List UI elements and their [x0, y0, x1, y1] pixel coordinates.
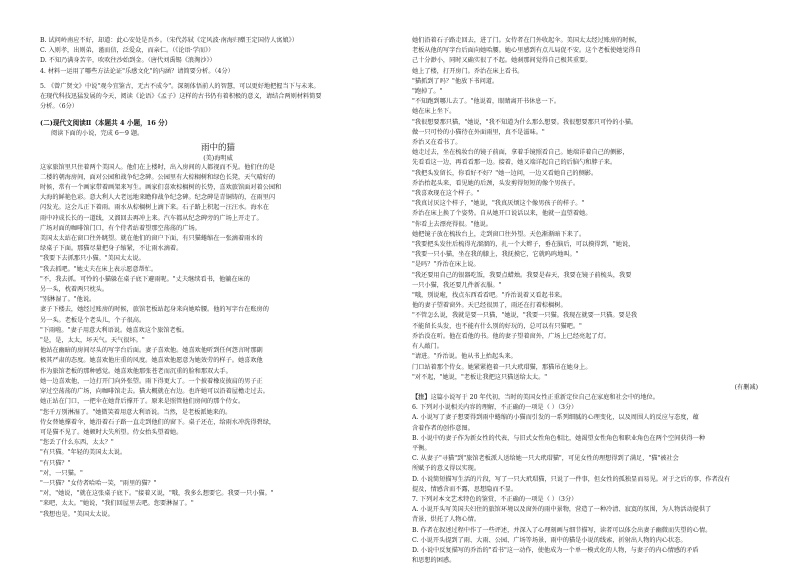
- story-line: 作为旅馆老板的那种感觉。她喜欢他那张苍老而沉重的脸和那双大手。: [40, 367, 232, 375]
- story-line: "一只猫？"女侍者哈哈一笑，"雨里的猫？": [40, 479, 157, 487]
- story-line: 乔治又在看书了。: [412, 139, 462, 147]
- question-5: [40, 82, 396, 113]
- story-line: "对，一只猫。": [40, 469, 83, 477]
- story-line: "我还要用自己的银器吃饭，我要点蜡烛。我要是春天，我要在镜子前梳头，我要: [412, 271, 632, 279]
- story-line: "来吧，太太。"她说，"我们回屋里去吧。您要淋湿了。": [40, 500, 194, 508]
- story-line: 广场对面的咖啡馆门口，有个侍者站着望那空荡荡的广场。: [40, 224, 201, 232]
- story-line: 绿桌子下面。那猫尽量把身子缩紧，不让雨水滴着。: [40, 245, 183, 253]
- option-line: B. 试问岭南应不好，却道：此心安处是吾乡。（宋代苏轼《定风波·南海归赠王定国侍人寓娘》）: [40, 37, 298, 44]
- story-line: 他站在幽暗的房间尽头的写字台后面。妻子喜欢他。她喜欢他听到任何怨言时那副: [40, 347, 263, 355]
- story-text-continued: [412, 36, 764, 383]
- question-line: 在现代科技迅猛发展的今天，阅读《论语》《孟子》这样的古书仍有着积极的意义，请结合两则材料简要: [40, 93, 322, 101]
- story-line: 做一只可怜的小猫待在外面雨里，真不是滋味。": [412, 128, 545, 136]
- question-line: 和思想的困惑。: [412, 557, 456, 565]
- question-line: C. 小说开头提到了雨、大雨、公园、广场等场景，雨中的猫是小说的线索，折射出人物的内心状态。: [412, 536, 687, 544]
- story-author: (美)海明威: [203, 154, 233, 162]
- note-label: 【注】: [412, 393, 431, 401]
- story-line: "你看上去漂亮得很。"他说。: [412, 220, 492, 228]
- story-line: 可是猫不见了。她顿时大失所望。侍女抬头望着她。: [40, 428, 183, 436]
- story-line: "请进。"乔治说。他从书上抬起头来。: [412, 353, 517, 361]
- story-line: 穿过空荡荡的广场，向咖啡馆走去。猫大概就在右边。也许她可以沿着屋檐走过去。: [40, 388, 269, 396]
- story-line: "不，我去抓。可怜的小猫躲在桌子底下避雨呢。"丈夫继续看书，他躺在床的: [40, 275, 250, 283]
- story-line: 她在床上坐下。: [412, 108, 456, 116]
- story-line: 二楼的朝海房间，面对公园和战争纪念碑。公园里有大棕榈树和绿色长凳，天气晴好的: [40, 173, 276, 181]
- story-line: "猫抓到了吗？"他放下书问道。: [412, 77, 499, 85]
- reading-instruction: 阅读下面的小说，完成 6～9 题。: [51, 130, 144, 138]
- question-line: 5. 《曾广贤文》中说"观今宜鉴古，无古不成今"。深刻体悟前人的智慧，可以更好地把握当下与未来。: [40, 82, 320, 90]
- question-line: B. 小说中的妻子作为新女性的代表，与旧式女性角色相比，她渴望女性角色和职业角色在两个空间获得一种: [412, 434, 706, 442]
- story-line: 老板从他的写字台后面向她哈腰。她心里感到有点儿局促不安。这个老板使她觉得自: [412, 47, 641, 55]
- story-line: 乔治没在听。他在看他的书。他的妻子望着窗外，广场上已经亮起了灯。: [412, 332, 610, 340]
- story-line: 她一边喜欢他，一边打开门向外张望。雨下得更大了。一个披着橡皮披肩的男子正: [40, 377, 263, 385]
- question-line: 所赋予的意义得以实现。: [412, 465, 481, 473]
- story-line: "哦，别说啦，找点东西看看吧。"乔治说着又看起书来。: [412, 292, 567, 300]
- source-note: (有删减): [734, 383, 758, 391]
- section-title: (二)现代文阅读Ⅱ（本题共 4 小题，16 分）: [40, 119, 172, 128]
- story-line: 极其严肃的态度。她喜欢他庄重的风度。她喜欢他愿意为她效劳的样子。她喜欢他: [40, 357, 263, 365]
- question-line: 分析。（6分）: [40, 103, 78, 111]
- story-line: "我想也是。"美国太太说。: [40, 510, 114, 518]
- right-column: [412, 36, 764, 566]
- story-line: 妻子下楼去，她经过账房的时候，旅馆老板站起身来向她哈腰。他的写字台在账房的: [40, 306, 269, 314]
- note-heading: [412, 393, 764, 403]
- story-line: 己十分渺小，同时又确实很了不起。她刹那间觉得自己极其重要。: [412, 57, 592, 65]
- story-line: 先看看这一边，再看看那一边。接着，她又端详起自己的后脑勺和脖子来。: [412, 159, 617, 167]
- story-line: "对不起，"她说，"老板让我把这只猫送给太太。": [412, 373, 548, 381]
- left-column: [40, 36, 396, 520]
- story-line: "我真讨厌这个样子，"她说，"我真厌烦这个像男孩子的样子。": [412, 200, 585, 208]
- story-title: 雨中的猫: [200, 142, 235, 153]
- question-line: D. 小说简短描写生活的片段，写了一只大玳瑁猫，只说了一件事，但女性的孤独显而易见。对于之后的事，作者没有: [412, 475, 731, 483]
- question-line: C. 从妻子"寻猫"到"旅馆老板派人送给她一只大玳瑁猫"，可见女性的理想得到了满足，"猫"被社会: [412, 455, 679, 463]
- story-line: 她们沿着石子路走回去，进了门。女侍者在门外收起伞。美国太太经过账房的时候，: [412, 37, 641, 44]
- story-line: "跑掉了。": [412, 88, 443, 96]
- story-line: "我要下去抓那只小猫。"美国太太说。: [40, 255, 145, 263]
- option-line: D. 不知乃满身苦辛，吹吹往沙始到金。（唐代刘禹锡《浪淘沙》）: [40, 57, 216, 65]
- story-line: 有人敲门。: [412, 343, 443, 351]
- story-line: "我把头发留长，你看好不好？"她一边问，一边又看她自己的侧影。: [412, 169, 598, 177]
- story-line: "有只猫？": [40, 459, 71, 467]
- story-line: "我要一只小猫，坐在我的膝上，我抚摸它，它就呜呜地叫。": [412, 251, 579, 259]
- story-line: "我去抓吧。"她丈夫在床上表示愿意帮忙。: [40, 265, 158, 273]
- story-line: 她正站在门口，一把伞在她背后撑开了。原来是照管他们房间的那个侍女。: [40, 398, 245, 406]
- story-line: 不能留长头发，也不能有什么别的好玩的，总可以有只猫吧。": [412, 322, 582, 330]
- question-line: B. 作者在叙述过程中作了一些评述，并深入了心理刻画与细节描写，读者可以体会出妻子幽微而失望的心情。: [412, 526, 712, 534]
- story-line: 雨中冲成长长的一道线，又溜回去再冲上来。汽车都从纪念碑旁的广场上开走了。: [40, 214, 263, 222]
- story-line: "不知跑到哪儿去了。"他说着，眼睛离开书休息一下。: [412, 98, 561, 106]
- story-line: 大海的鲜艳色彩。意大利人大老远地来瞻仰战争纪念碑。纪念碑是青铜铸的，在雨里闪: [40, 194, 276, 202]
- story-line: "我很想要那只猫，"她说，"我不知道为什么那么想要。我很想要那只可怜的小猫。: [412, 118, 638, 126]
- story-line: 她把镜子放在梳妆台上，走到窗口往外望。天色渐渐暗下来了。: [412, 230, 586, 238]
- question-line: A. 小说开头写美国夫妇住的旅馆环境以及窗外的雨中景物，营造了一种冷清、寂寞的氛围，为人物活动提供了: [412, 506, 712, 514]
- story-line: 他的妻子望着窗外。天已经很黑了，雨还在打着棕榈树。: [412, 302, 567, 310]
- story-line: "下雨啦。"妻子用意大利语说。她喜欢这个旅馆老板。: [40, 326, 189, 334]
- question-4: 4. 材料一运用了哪些方法论证"乐感文化"的内涵？请简要分析。（4分）: [40, 67, 234, 75]
- story-line: "您丢了什么东西，太太？": [40, 439, 114, 447]
- story-line: "您千万别淋湿了。"她微笑着用意大利语说。当然，是老板派她来的。: [40, 408, 232, 416]
- story-line: "不管怎么说，我就是要一只猫，"她说，"我要一只猫。我现在就要一只猫。要是我: [412, 312, 638, 320]
- question-line: 6. 下列对小说相关内容的理解，不正确的一项是（ ）（3分）: [412, 404, 578, 412]
- story-line: 另一头。老板是个老头儿，个子很高。: [40, 316, 146, 324]
- story-line: "别淋湿了。"他说。: [40, 296, 96, 304]
- story-line: "我要把头发往后梳得光溜溜的，扎一个大辫子，垂在脑后，可以摸得到，"她说，: [412, 241, 635, 249]
- story-line: 侍女替她撑着伞，她沿着石子路一直走到他们的窗下。桌子还在，给雨水冲洗得碧绿，: [40, 418, 276, 426]
- story-line: 这家旅馆里只住着两个美国人。他们在上楼时，出入房间的人都视而不见。他们住的是: [40, 163, 276, 171]
- story-line: 她上了楼，打开房门。乔治在床上看书。: [412, 67, 524, 75]
- story-line: "有只猫。"年轻的美国太太说。: [40, 449, 127, 457]
- story-line: 一只小猫，我还要几件新衣服。": [412, 281, 502, 289]
- story-line: "对，"她说，"就在这张桌子底下。"接着又说，"哦，我多么想要它。我要一只小猫。": [40, 490, 274, 498]
- question-line: A. 小说写了妻子想要得到雨中蜷缩的小猫而引发的一系列细腻的心理变化，以及周围人的反应与态度，蕴: [412, 414, 699, 422]
- note-text: 这篇小说写于 20 年代初，当时的美国女性正重新定位自己在家庭和社会中的地位。: [430, 393, 659, 401]
- question-line: 背景，烘托了人物心情。: [412, 516, 481, 524]
- story-line: 时候，常有一个画家带着画架来写生。画家们喜欢棕榈树的长势，喜欢旅馆面对着公园和: [40, 184, 282, 192]
- story-line: 另一头，枕着两只枕头。: [40, 286, 109, 294]
- question-line: 含着作者的创作意图。: [412, 424, 474, 432]
- story-line: 闪发光。这会儿正下着雨。雨水从棕榈树上滴下来。石子路上积起一汪汪水。海水在: [40, 204, 269, 212]
- questions: [412, 403, 764, 566]
- question-line: 平衡。: [412, 444, 431, 452]
- story-line: 乔治抬起头来，看见她的后颈，头发剪得短短的像个男孩子。: [412, 179, 580, 187]
- story-line: "我喜欢现在这个样子。": [412, 190, 480, 198]
- question-line: D. 小说中反复描写的乔治的"看书"这一动作，使他成为一个单一模式化的人物，与妻子的内心情感的矛盾: [412, 546, 699, 554]
- question-line: 提及，情感含而不露，思想隐而不显。: [412, 485, 518, 493]
- story-line: 门口站着那个侍女。她紧紧抱着一只大玳瑁猫，那猫吊在她身上。: [412, 363, 592, 371]
- story-line: 美国太太站在窗口往外眺望。就在他们的窗户下面，有只猫蜷缩在一张滴着雨水的: [40, 235, 263, 243]
- story-line: "是，是，太太，坏天气。天气很坏。": [40, 337, 145, 345]
- top-options: [40, 36, 396, 77]
- story-line: "是吗？"乔治在床上说。: [412, 261, 480, 269]
- story-line: 她走过去，坐在梳妆台的镜子前面，拿着手镜照看自己。她端详着自己的侧影，: [412, 149, 629, 157]
- option-line: C. 入则孝，出则弟，谨而信，泛爱众，而亲仁。（《论语·学而》）: [40, 47, 215, 55]
- question-line: 7. 下列对本文艺术特色的鉴赏，不正确的一项是（ ）（3分）: [412, 495, 578, 503]
- story-text: [40, 163, 396, 520]
- story-line: 乔治在床上换了个姿势。自从她开口说话以来，他就一直望着她。: [412, 210, 592, 218]
